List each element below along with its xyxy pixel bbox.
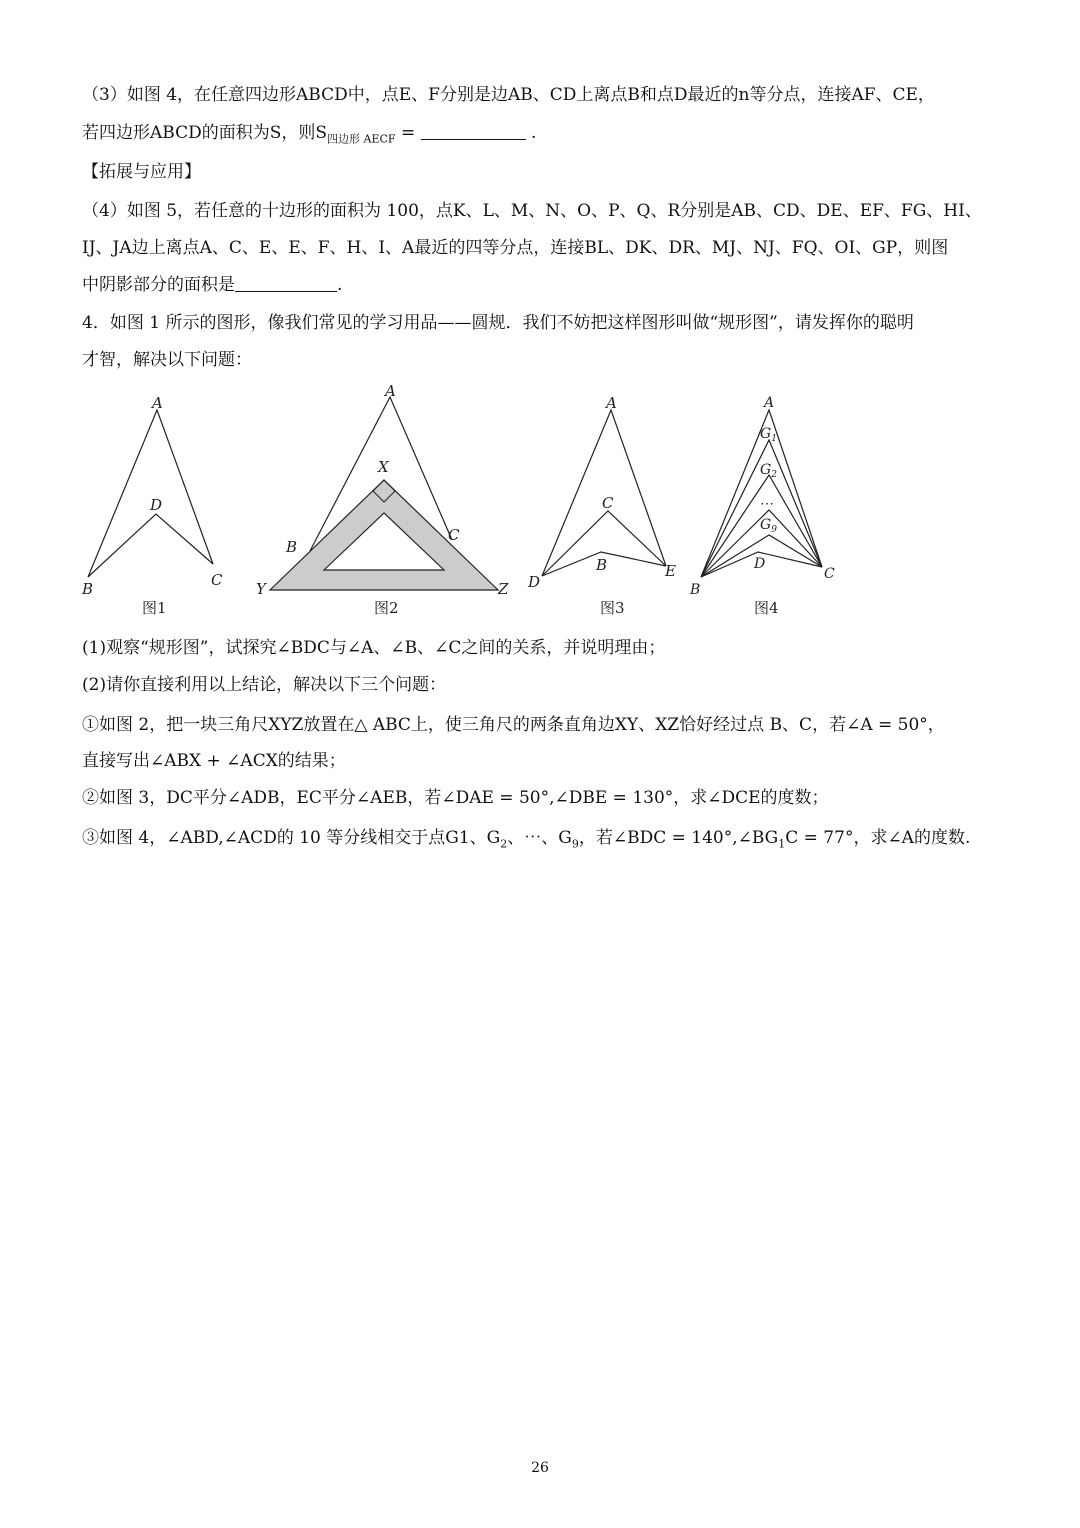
fig2-label-C: C bbox=[448, 526, 460, 544]
fig4-label-dots: ⋯ bbox=[760, 496, 774, 512]
problem-4-intro: 4．如图 1 所示的图形，像我们常见的学习用品——圆规．我们不妨把这样图形叫做“规形图”，请发挥你的聪明 bbox=[82, 313, 914, 333]
area-equals: = bbox=[395, 123, 421, 143]
text-line-shaded-area bbox=[82, 273, 1002, 297]
fig1-outer-lines bbox=[88, 410, 213, 577]
fig2-label-A: A bbox=[385, 382, 396, 400]
fig4-label-C: C bbox=[824, 566, 835, 582]
question-2: (2)请你直接利用以上结论，解决以下三个问题： bbox=[82, 675, 447, 695]
figure-1 bbox=[88, 410, 213, 577]
fig3-label-B: B bbox=[596, 556, 608, 574]
shaded-area-period: . bbox=[337, 275, 343, 295]
answer-blank-area[interactable] bbox=[421, 121, 526, 140]
fig2-label-Y: Y bbox=[256, 580, 266, 598]
answer-blank-shaded[interactable] bbox=[235, 273, 337, 292]
fig4-label-A: A bbox=[764, 395, 775, 411]
q6-text-b: 、⋯、G bbox=[507, 828, 572, 848]
area-text: 若四边形ABCD的面积为S，则S bbox=[82, 123, 328, 143]
text-line-part3: （3）如图 4，在任意四边形ABCD中，点E、F分别是边AB、CD上离点B和点D最近的n等分点，连接AF、CE， bbox=[82, 85, 935, 105]
question-1: (1)观察“规形图”，试探究∠BDC与∠A、∠B、∠C之间的关系，并说明理由； bbox=[82, 638, 666, 658]
fig3-outer-lines bbox=[542, 410, 666, 576]
section-heading-extension: 【拓展与应用】 bbox=[82, 162, 201, 182]
q6-text-c: ，若∠BDC = 140°,∠BG bbox=[578, 828, 779, 848]
fig4-label-G2: $G_2$ bbox=[760, 462, 777, 480]
q6-sub-2: 9 bbox=[571, 837, 579, 851]
figure-3 bbox=[542, 410, 666, 576]
area-period: . bbox=[525, 123, 537, 143]
fig4-label-D: D bbox=[754, 556, 766, 572]
q6-sub-3: 1 bbox=[778, 837, 786, 851]
fig2-label-X: X bbox=[378, 458, 389, 476]
fig1-label-D: D bbox=[150, 496, 163, 514]
problem-4-intro-cont: 才智，解决以下问题： bbox=[82, 350, 252, 370]
question-2-part-1-cont: 直接写出∠ABX + ∠ACX的结果； bbox=[82, 751, 346, 771]
fig3-label-C: C bbox=[602, 494, 614, 512]
question-2-part-3 bbox=[82, 826, 1002, 856]
figures-row bbox=[70, 380, 870, 620]
fig3-label-D: D bbox=[528, 573, 541, 591]
fig3-label-A: A bbox=[606, 394, 617, 412]
area-subscript: 四边形 AECF bbox=[327, 132, 396, 146]
question-2-part-1: ①如图 2，把一块三角尺XYZ放置在△ ABC上，使三角尺的两条直角边XY、XZ恰好经过点 B、C，若∠A = 50°， bbox=[82, 715, 945, 735]
figures-svg bbox=[70, 380, 870, 620]
q6-sub-1: 2 bbox=[500, 837, 508, 851]
q6-text-d: C = 77°，求∠A的度数. bbox=[785, 828, 971, 848]
fig1-label-B: B bbox=[82, 580, 94, 598]
fig2-label-Z: Z bbox=[498, 580, 509, 598]
fig3-label-E: E bbox=[665, 562, 676, 580]
q6-text-a: ③如图 4，∠ABD,∠ACD的 10 等分线相交于点G1、G bbox=[82, 828, 501, 848]
text-line-area bbox=[82, 121, 1002, 151]
text-line-part4-cont: IJ、JA边上离点A、C、E、E、F、H、I、A最近的四等分点，连接BL、DK、DR、MJ、NJ、FQ、OI、GP，则图 bbox=[82, 238, 949, 258]
text-line-part4: （4）如图 5，若任意的十边形的面积为 100，点K、L、M、N、O、P、Q、R分别是AB、CD、DE、EF、FG、HI、 bbox=[82, 201, 982, 221]
fig2-caption: 图2 bbox=[374, 599, 399, 617]
fig1-label-C: C bbox=[211, 571, 223, 589]
fig4-label-G1: $G_1$ bbox=[760, 426, 777, 444]
fig1-label-A: A bbox=[152, 394, 163, 412]
fig3-caption: 图3 bbox=[600, 599, 625, 617]
fig4-label-B: B bbox=[690, 582, 701, 598]
fig1-caption: 图1 bbox=[142, 599, 167, 617]
page-number: 26 bbox=[531, 1460, 549, 1476]
fig4-caption: 图4 bbox=[754, 599, 779, 617]
shaded-area-text: 中阴影部分的面积是 bbox=[82, 275, 235, 295]
figure-2 bbox=[270, 397, 498, 590]
fig4-label-G9: $G_9$ bbox=[760, 517, 777, 535]
fig1-inner-lines bbox=[88, 514, 213, 577]
fig2-label-B: B bbox=[286, 538, 298, 556]
question-2-part-2: ②如图 3，DC平分∠ADB，EC平分∠AEB，若∠DAE = 50°,∠DBE = 130°，求∠DCE的度数； bbox=[82, 788, 829, 808]
